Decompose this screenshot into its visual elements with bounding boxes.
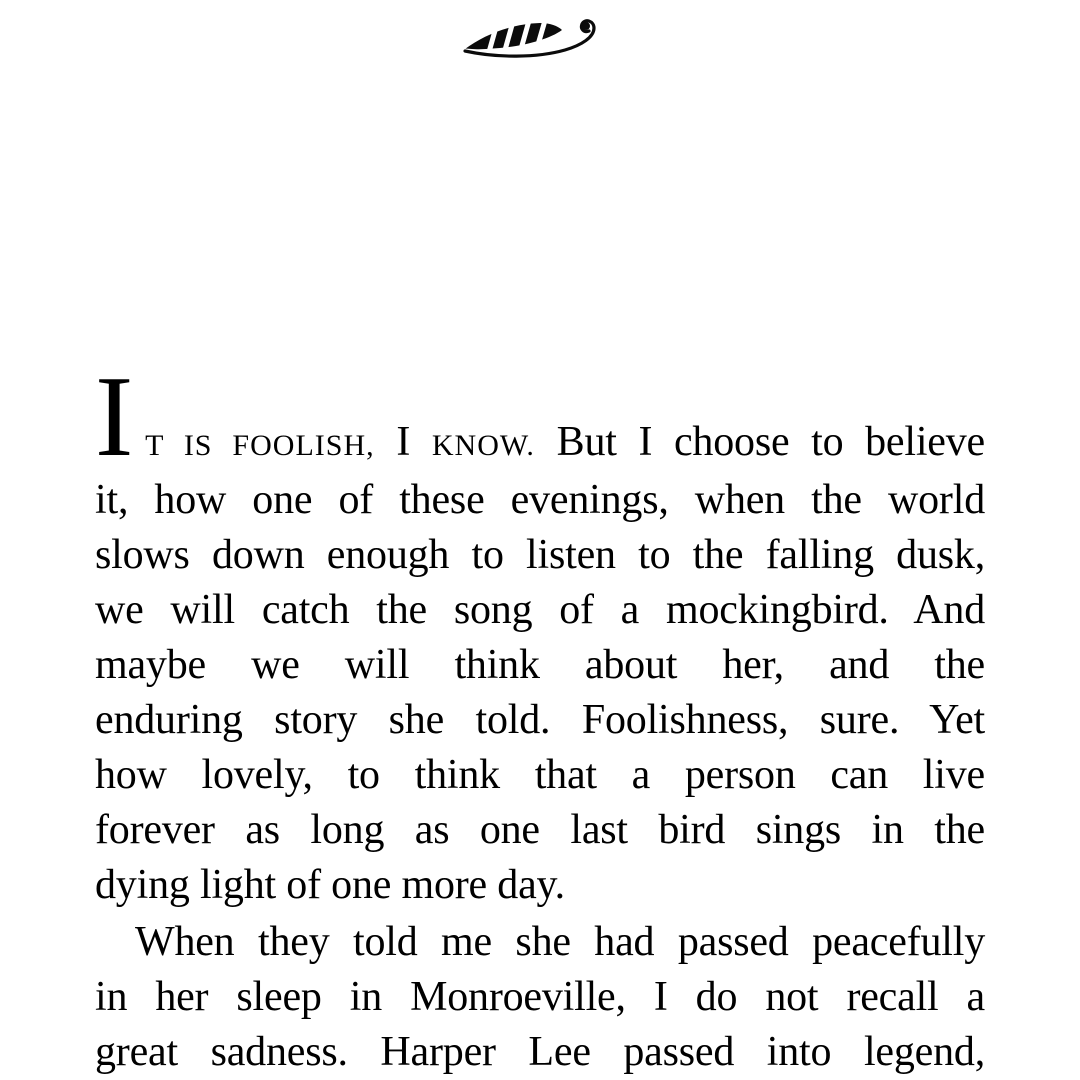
leaf-flourish-icon [462, 12, 614, 64]
body-line: When they told me she had passed peacefully [135, 919, 985, 965]
dropcap-letter: I [95, 353, 134, 480]
body-line: how lovely, to think that a person can live [95, 752, 985, 798]
body-line: forever as long as one last bird sings in the [95, 807, 985, 853]
lead-smallcaps: KNOW. [431, 429, 535, 462]
body-line: dying light of one more day. [95, 862, 565, 908]
chapter-text [95, 353, 985, 1080]
body-line: slows down enough to listen to the falling dusk, [95, 532, 985, 578]
lead-rest: But I choose to believe [534, 419, 985, 465]
lead-smallcaps: T IS FOOLISH, [145, 429, 375, 462]
body-line: it, how one of these evenings, when the world [95, 477, 985, 523]
chapter-opening-line [95, 353, 985, 480]
body-line: great sadness. Harper Lee passed into legend, [95, 1029, 985, 1075]
body-line: maybe we will think about her, and the [95, 642, 985, 688]
body-line: in her sleep in Monroeville, I do not recall a [95, 974, 985, 1020]
body-line: enduring story she told. Foolishness, sure. Yet [95, 697, 985, 743]
body-line: we will catch the song of a mockingbird. And [95, 587, 985, 633]
lead-pronoun: I [374, 419, 432, 465]
